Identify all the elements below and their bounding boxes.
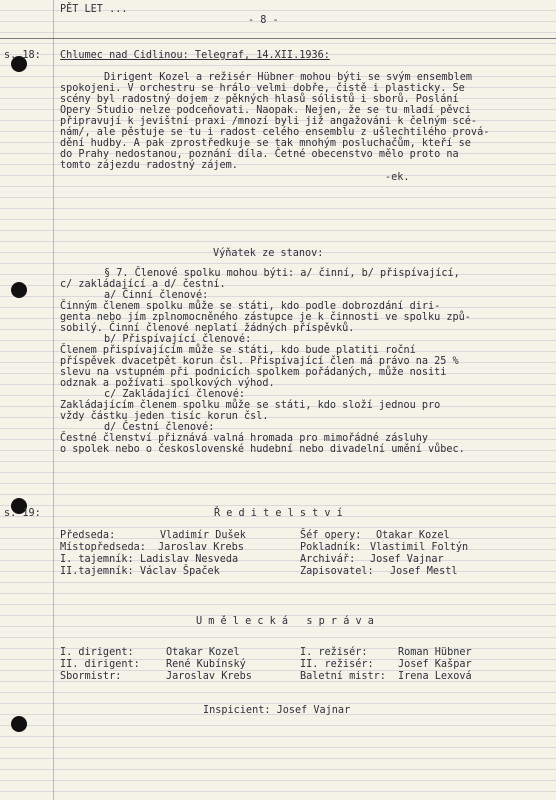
person-name: Otakar Kozel (376, 530, 450, 541)
role-label: Šéf opery: (300, 530, 362, 541)
text-line: sobilý. Činní členové neplatí žádných příspěvků. (60, 323, 355, 334)
person-name: Jaroslav Krebs (158, 542, 244, 553)
punch-hole (11, 716, 27, 732)
subheading: a/ Činní členové: (104, 290, 209, 301)
person-name: Josef Kašpar (398, 659, 472, 670)
section-number: s. 19: (4, 508, 41, 519)
text-line: příspěvek dvacetpět korun čsl. Přispívající člen má právo na 25 % (60, 356, 459, 367)
text-line: spokojeni. V orchestru se hrálo velmi dobře, čistě i plasticky. Se (60, 83, 465, 94)
margin-line (53, 0, 54, 800)
role-label: Předseda: (60, 530, 116, 541)
role-label: II. režisér: (300, 659, 374, 670)
section-number: s. 18: (4, 50, 41, 61)
subheading: c/ Zakládající členové: (104, 389, 246, 400)
header-title: PĚT LET ... (60, 4, 128, 15)
role-label: Baletní mistr: (300, 671, 386, 682)
text-line: Opery Studio nelze podceňovati. Naopak. Nejen, že se tu mladí pěvci (60, 105, 471, 116)
role-label: Pokladník: (300, 542, 362, 553)
person-name: Václav Špaček (140, 566, 220, 577)
role-label: Místopředseda: (60, 542, 146, 553)
text-line: c/ zakládající a d/ čestní. (60, 279, 226, 290)
article-source: Chlumec nad Cidlinou: Telegraf, 14.XII.1936: (60, 50, 330, 61)
artistic-heading: U m ě l e c k á s p r á v a (196, 616, 374, 627)
text-line: scény byl radostný dojem z pěkných hlasů sólistů i sborů. Poslání (60, 94, 459, 105)
punch-hole (11, 282, 27, 298)
statute-heading: Výňatek ze stanov: (213, 248, 324, 259)
text-line: § 7. Členové spolku mohou býti: a/ činní, b/ přispívající, (104, 268, 460, 279)
role-label: Zapisovatel: (300, 566, 374, 577)
role-label: II.tajemník: (60, 566, 134, 577)
header-rule (0, 38, 556, 39)
person-name: Josef Mestl (390, 566, 458, 577)
board-heading: Ř e d i t e l s t v í (214, 508, 343, 519)
person-name: Roman Hübner (398, 647, 472, 658)
text-line: připravují k jevištní praxi /mnozí byli již angažováni k čelným scé- (60, 116, 478, 127)
text-line: Dirigent Kozel a režisér Hübner mohou býti se svým ensemblem (104, 72, 473, 83)
subheading: d/ Čestní členové: (104, 422, 215, 433)
person-name: Ladislav Nesveda (140, 554, 239, 565)
text-line: Činným členem spolku může se státi, kdo podle dobrozdání diri- (60, 301, 441, 312)
role-label: I. dirigent: (60, 647, 134, 658)
page-number: - 8 - (248, 15, 279, 26)
person-name: Otakar Kozel (166, 647, 240, 658)
text-line: do Prahy nedostanou, poznání díla. Četné obecenstvo mělo proto na (60, 149, 459, 160)
person-name: Josef Vajnar (370, 554, 444, 565)
text-line: Zakládajícím členem spolku může se státi, kdo složí jednou pro (60, 400, 441, 411)
text-line: Čestné členství přiznává valná hromada pro mimořádné zásluhy (60, 433, 429, 444)
person-name: René Kubínský (166, 659, 246, 670)
role-label: I. tajemník: (60, 554, 134, 565)
role-label: Archivář: (300, 554, 356, 565)
text-line: tomto zájezdu radostný zájem. (60, 160, 238, 171)
person-name: Vladimír Dušek (160, 530, 246, 541)
text-line: slevu na vstupném při podnicích spolkem pořádaných, může nositi (60, 367, 447, 378)
text-line: genta nebo jím zplnomocněného zástupce je k činnosti ve spolku způ- (60, 312, 471, 323)
role-label: Sbormistr: (60, 671, 122, 682)
text-line: vždy částku jeden tisíc korun čsl. (60, 411, 269, 422)
text-line: nám/, ale pěstuje se tu i radost celého ensemblu z ušlechtilého prová- (60, 127, 490, 138)
author-signature: -ek. (385, 172, 410, 183)
text-line: Členem přispívajícím může se státi, kdo bude platiti roční (60, 345, 416, 356)
role-label: I. režisér: (300, 647, 368, 658)
person-name: Irena Lexová (398, 671, 472, 682)
inspicient-line: Inspicient: Josef Vajnar (203, 705, 351, 716)
person-name: Vlastimil Foltýn (370, 542, 469, 553)
text-line: odznak a požívati spolkových výhod. (60, 378, 275, 389)
text-line: o spolek nebo o československé hudební nebo divadelní umění vůbec. (60, 444, 465, 455)
text-line: dění hudby. A pak zprostředkuje se tak mnohým posluchačům, kteří se (60, 138, 471, 149)
role-label: II. dirigent: (60, 659, 140, 670)
person-name: Jaroslav Krebs (166, 671, 252, 682)
subheading: b/ Přispívající členové: (104, 334, 252, 345)
